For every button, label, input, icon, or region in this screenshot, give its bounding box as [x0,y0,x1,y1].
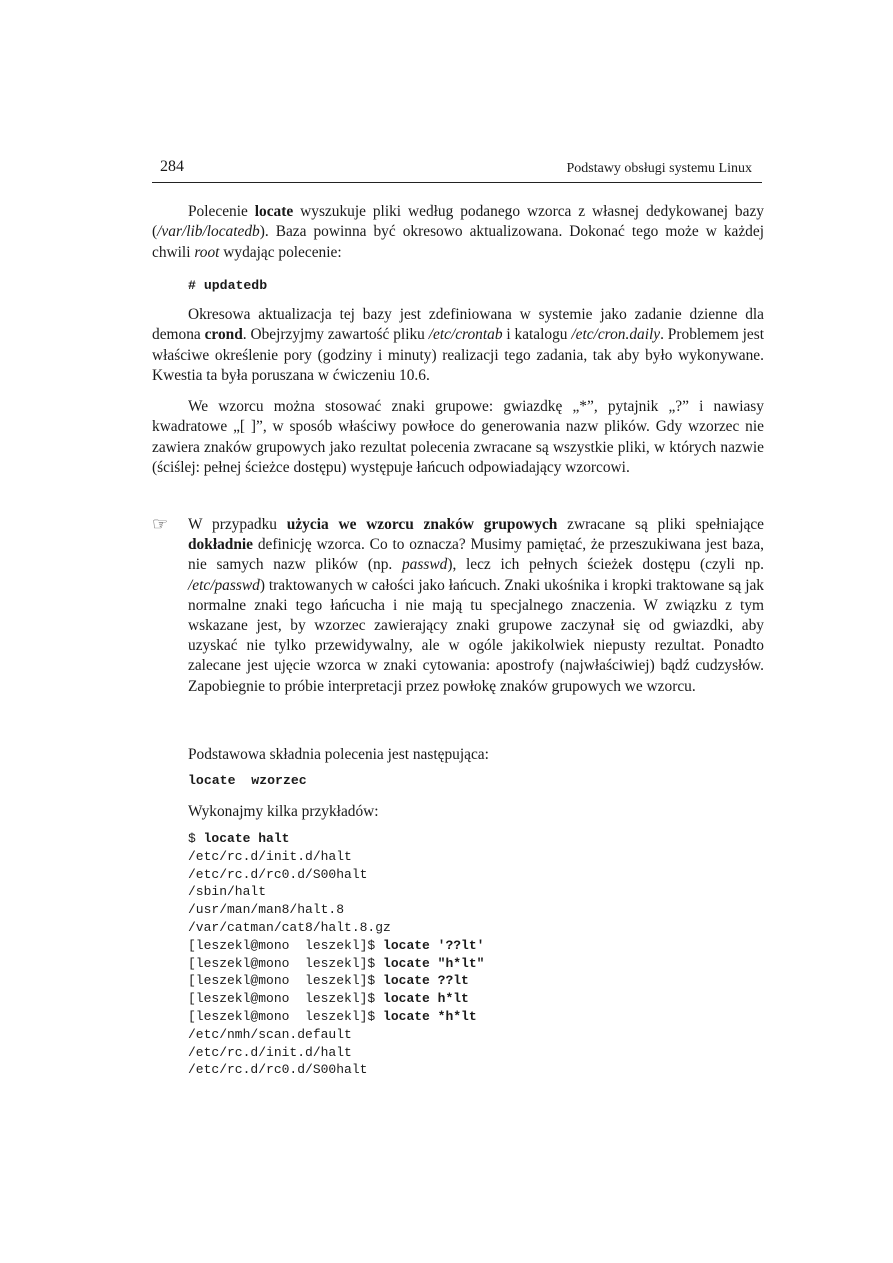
code-command: locate *h*lt [383,1008,477,1024]
code-prompt: [leszekl@mono leszekl]$ [188,973,384,989]
pointing-hand-icon: ☞ [152,514,169,534]
emphasis: dokładnie [188,536,254,554]
daemon-crond: crond [204,326,243,344]
path-locatedb: /var/lib/locatedb [157,223,260,241]
code-prompt: [leszekl@mono leszekl]$ [188,1008,384,1024]
code-output: /etc/nmh/scan.default [188,1026,352,1042]
user-root: root [194,243,220,261]
paragraph-wildcards: We wzorcu można stosować znaki grupowe: gwiazdkę „*”, pytajnik „?” i nawiasy kwadratowe „[ ]”, w sposób właściwy powłoce do generowania nazw plików. Gdy wzorzec nie zawiera znaków grupowych jako rezultat polecenia zwracane są wszystkie pliki, w których nazwie (ściślej: pełnej ścieżce dostępu) występuje łańcuch odpowiadający wzorcowi. [152,398,764,477]
code-line [188,848,484,866]
code-prompt: $ [188,831,204,846]
code-line [188,883,484,901]
code-prompt: [leszekl@mono leszekl]$ [188,937,384,953]
code-line [188,830,484,848]
code-line [188,972,484,990]
page-header [152,158,762,183]
code-output: /usr/man/man8/halt.8 [188,902,345,918]
code-line [188,990,484,1008]
code-line [188,901,484,919]
code-output: /etc/rc.d/init.d/halt [188,1044,352,1060]
code-prompt: [leszekl@mono leszekl]$ [188,991,384,1007]
file-passwd: passwd [401,556,448,574]
text-run: . Problemem jest właściwe określenie pory (godziny i minuty) realizacji tego zadania, tak aby było wykonywane. Kwestia ta była poruszana w ćwiczeniu 10.6. [152,326,764,385]
examples-intro: Wykonajmy kilka przykładów: [188,803,379,820]
emphasis: użycia we wzorcu znaków grupowych [286,516,558,533]
text-run: ) traktowanych w całości jako łańcuch. Znaki ukośnika i kropki traktowane są jak normalne znaki tego łańcucha i nie mają tu specjalnego znaczenia. W związku z tym wskazane jest, by wzorzec zawierający znaki grupowe zaczynał się od gwiazdki, aby uzyskać nie tylko przewidywalny, ale w ogóle jakikolwiek niepusty rezultat. Ponadto zalecane jest ujęcie wzorca w znaki cytowania: apostrofy (najwłaściwiej) bądź cudzysłów. Zapobiegnie to próbie interpretacji przez powłokę znaków grupowych we wzorcu. [188,576,764,695]
code-line [188,1061,484,1079]
code-output: /etc/rc.d/rc0.d/S00halt [188,866,368,882]
code-output: /var/catman/cat8/halt.8.gz [188,919,391,935]
path-crontab: /etc/crontab [428,326,503,344]
text-run: definicję wzorca. Co to oznacza? Musimy pamiętać, że przeszukiwana jest baza, nie samych nazw plików (np. [188,536,764,574]
code-command: locate ??lt [383,973,469,989]
text-run: zwracane są pliki spełniające [557,516,764,533]
command-updatedb: # updatedb [188,278,268,293]
text-run: W przypadku [188,516,287,533]
code-command: locate '??lt' [383,937,485,953]
text-run: . Obejrzyjmy zawartość pliku [242,326,429,344]
text-run: Okresowa aktualizacja tej bazy jest zdefiniowana w systemie jako zadanie dzienne dla demona [152,306,764,344]
text-run: i katalogu [502,326,572,344]
text-run: Polecenie [188,203,255,220]
code-output: /etc/rc.d/rc0.d/S00halt [188,1062,368,1078]
code-prompt: [leszekl@mono leszekl]$ [188,955,384,971]
paragraph-cron [152,305,764,387]
code-line [188,937,484,955]
code-line [188,1008,484,1026]
note-wildcards [188,515,764,697]
command-name-locate: locate [254,203,294,220]
code-output: /sbin/halt [188,884,267,900]
code-listing [188,830,484,1079]
running-title: Podstawy obsługi systemu Linux [566,161,752,176]
code-line [188,955,484,973]
path-etc-passwd: /etc/passwd [188,576,260,594]
text-run: wydając polecenie: [219,243,342,261]
code-command: locate "h*lt" [383,955,485,971]
code-line [188,866,484,884]
page-number: 284 [160,158,184,175]
paragraph-locate-intro [152,202,764,263]
code-command: locate h*lt [383,991,469,1007]
code-output: /etc/rc.d/init.d/halt [188,848,352,864]
text-run: ). Baza powinna być okresowo aktualizowana. Dokonać tego może w każdej chwili [152,223,764,261]
syntax-intro: Podstawowa składnia polecenia jest następująca: [188,746,489,763]
path-cron-daily: /etc/cron.daily [571,326,661,344]
code-line [188,919,484,937]
code-line [188,1044,484,1062]
code-command: locate halt [203,831,290,846]
text-run: wyszukuje pliki według podanego wzorca z własnej dedykowanej bazy ( [152,203,764,241]
syntax-line: locate wzorzec [188,773,307,788]
text-run: ), lecz ich pełnych ścieżek dostępu (czyli np. [447,556,764,574]
code-line [188,1026,484,1044]
